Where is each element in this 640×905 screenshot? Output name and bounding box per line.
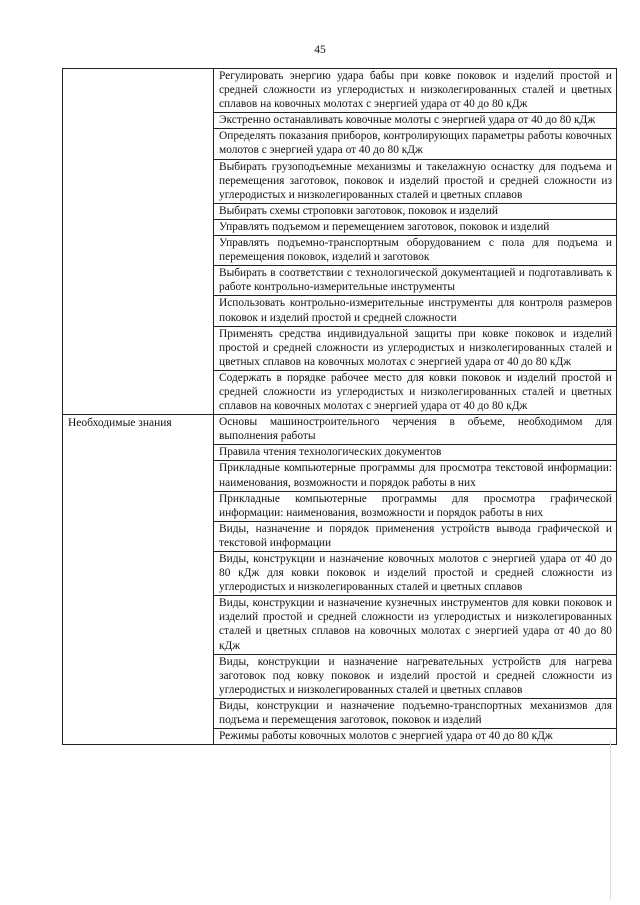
list-item: Выбирать грузоподъемные механизмы и такелажную оснастку для подъема и перемещения заготовок, поковок и изделий простой и средней сложности из углеродистых и низколегированных сталей и цветных сплавов — [214, 159, 616, 203]
list-item: Выбирать в соответствии с технологической документацией и подготавливать к работе контрольно-измерительные инструменты — [214, 265, 616, 295]
list-item: Виды, конструкции и назначение ковочных молотов с энергией удара от 40 до 80 кДж для ковки поковок и изделий простой и средней сложности из углеродистых и низколегированных сталей и цветных сплавов — [214, 551, 616, 595]
list-item: Определять показания приборов, контролирующих параметры работы ковочных молотов с энергией удара от 40 до 80 кДж — [214, 128, 616, 158]
skills-list — [214, 69, 617, 415]
competency-table — [62, 68, 617, 745]
list-item: Регулировать энергию удара бабы при ковке поковок и изделий простой и средней сложности из углеродистых и низколегированных сталей и цветных сплавов на ковочных молотах с энергией удара от 40 до 80 кДж — [219, 70, 612, 111]
list-item: Виды, конструкции и назначение кузнечных инструментов для ковки поковок и изделий простой и средней сложности из углеродистых и низколегированных сталей и цветных сплавов на ковочных молотах с энергией удара от 40 до 80 кДж — [214, 595, 616, 653]
skills-section-row — [63, 69, 617, 415]
list-item: Использовать контрольно-измерительные инструменты для контроля размеров поковок и изделий простой и средней сложности — [214, 295, 616, 325]
list-item: Виды, конструкции и назначение нагревательных устройств для нагрева заготовок под ковку поковок и изделий простой и средней сложности из углеродистых и низколегированных сталей и цветных сплавов — [214, 654, 616, 698]
scan-edge-mark — [610, 740, 611, 900]
page-number: 45 — [314, 44, 326, 56]
knowledge-list — [214, 415, 617, 745]
list-item: Экстренно останавливать ковочные молоты с энергией удара от 40 до 80 кДж — [214, 112, 616, 128]
list-item: Виды, назначение и порядок применения устройств вывода графической и текстовой информации — [214, 521, 616, 551]
list-item: Прикладные компьютерные программы для просмотра текстовой информации: наименования, возможности и порядок работы в них — [214, 460, 616, 490]
list-item: Виды, конструкции и назначение подъемно-транспортных механизмов для подъема и перемещения заготовок, поковок и изделий — [214, 698, 616, 728]
list-item: Выбирать схемы строповки заготовок, поковок и изделий — [214, 203, 616, 219]
list-item: Управлять подъемом и перемещением заготовок, поковок и изделий — [214, 219, 616, 235]
list-item: Основы машиностроительного черчения в объеме, необходимом для выполнения работы — [219, 416, 612, 443]
list-item: Правила чтения технологических документов — [214, 444, 616, 460]
list-item: Содержать в порядке рабочее место для ковки поковок и изделий простой и средней сложности из углеродистых и низколегированных сталей и цветных сплавов на ковочных молотах с энергией удара от 40 до 80 кДж — [214, 370, 616, 414]
knowledge-section-row — [63, 415, 617, 745]
list-item: Прикладные компьютерные программы для просмотра графической информации: наименования, возможности и порядок работы в них — [214, 491, 616, 521]
list-item: Управлять подъемно-транспортным оборудованием с пола для подъема и перемещения поковок, изделий и заготовок — [214, 235, 616, 265]
list-item: Режимы работы ковочных молотов с энергией удара от 40 до 80 кДж — [214, 728, 616, 744]
section-label-skills — [63, 69, 214, 415]
section-label-knowledge: Необходимые знания — [63, 415, 214, 745]
list-item: Применять средства индивидуальной защиты при ковке поковок и изделий простой и средней сложности из углеродистых и низколегированных сталей и цветных сплавов на ковочных молотах с энергией удара от 40 до 80 кДж — [214, 326, 616, 370]
